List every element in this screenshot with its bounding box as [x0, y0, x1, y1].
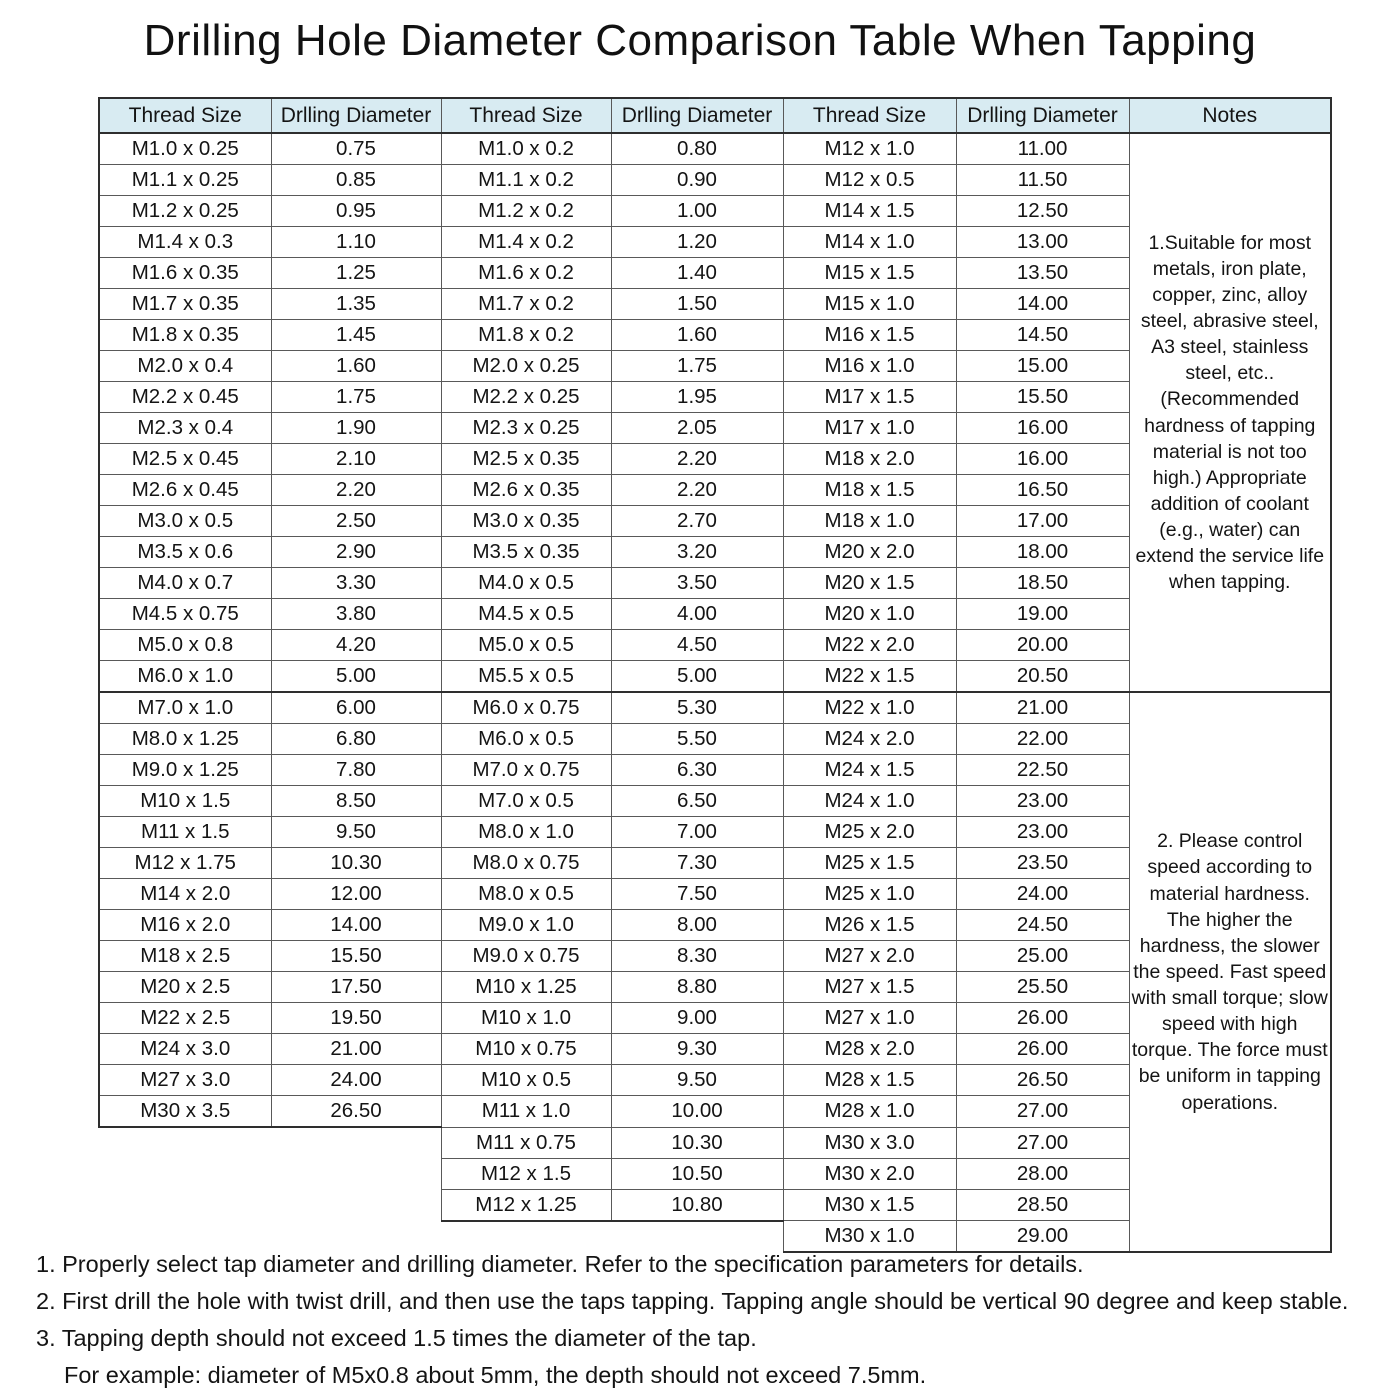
thread-size-cell: M1.4 x 0.3 [99, 227, 271, 258]
thread-size-cell: M2.6 x 0.35 [441, 475, 611, 506]
drilling-diameter-cell: 0.85 [271, 165, 441, 196]
drilling-diameter-cell: 10.80 [611, 1189, 783, 1221]
drilling-diameter-cell: 1.60 [611, 320, 783, 351]
footer-note-3-example: For example: diameter of M5x0.8 about 5mm, the depth should not exceed 7.5mm. [64, 1362, 927, 1388]
thread-size-cell: M30 x 3.0 [783, 1127, 956, 1158]
drilling-diameter-cell: 1.10 [271, 227, 441, 258]
drilling-diameter-cell: 19.00 [956, 599, 1129, 630]
drilling-diameter-cell: 16.00 [956, 444, 1129, 475]
empty-cell [271, 1221, 441, 1253]
drilling-diameter-cell: 29.00 [956, 1221, 1129, 1253]
drilling-diameter-cell: 7.30 [611, 848, 783, 879]
drilling-diameter-cell: 5.50 [611, 724, 783, 755]
drilling-diameter-cell: 4.20 [271, 630, 441, 661]
drilling-diameter-cell: 24.00 [956, 879, 1129, 910]
thread-size-cell: M25 x 1.0 [783, 879, 956, 910]
drilling-diameter-cell: 25.00 [956, 941, 1129, 972]
column-header-notes: Notes [1129, 98, 1331, 133]
drilling-diameter-cell: 14.00 [271, 910, 441, 941]
thread-size-cell: M15 x 1.0 [783, 289, 956, 320]
thread-size-cell: M30 x 3.5 [99, 1096, 271, 1128]
drilling-diameter-cell: 7.00 [611, 817, 783, 848]
drilling-diameter-cell: 26.50 [956, 1065, 1129, 1096]
thread-size-cell: M12 x 1.25 [441, 1189, 611, 1221]
thread-size-cell: M24 x 2.0 [783, 724, 956, 755]
thread-size-cell: M16 x 1.5 [783, 320, 956, 351]
thread-size-cell: M27 x 3.0 [99, 1065, 271, 1096]
drilling-diameter-cell: 23.50 [956, 848, 1129, 879]
thread-size-cell: M1.2 x 0.25 [99, 196, 271, 227]
drilling-diameter-cell: 21.00 [956, 692, 1129, 724]
thread-size-cell: M2.2 x 0.25 [441, 382, 611, 413]
thread-size-cell: M20 x 1.5 [783, 568, 956, 599]
thread-size-cell: M3.0 x 0.35 [441, 506, 611, 537]
drilling-diameter-cell: 28.00 [956, 1158, 1129, 1189]
drilling-diameter-cell: 9.30 [611, 1034, 783, 1065]
thread-size-cell: M28 x 1.5 [783, 1065, 956, 1096]
drilling-diameter-cell: 4.00 [611, 599, 783, 630]
thread-size-cell: M1.6 x 0.2 [441, 258, 611, 289]
thread-size-cell: M22 x 1.0 [783, 692, 956, 724]
drilling-diameter-cell: 11.50 [956, 165, 1129, 196]
thread-size-cell: M9.0 x 1.0 [441, 910, 611, 941]
table-header-row [99, 98, 1331, 133]
footer-note-3: 3. Tapping depth should not exceed 1.5 times the diameter of the tap. [36, 1325, 757, 1351]
drilling-diameter-cell: 0.80 [611, 133, 783, 165]
empty-cell [99, 1189, 271, 1221]
thread-size-cell: M2.5 x 0.35 [441, 444, 611, 475]
thread-size-cell: M10 x 0.5 [441, 1065, 611, 1096]
thread-size-cell: M30 x 1.5 [783, 1189, 956, 1221]
thread-size-cell: M1.2 x 0.2 [441, 196, 611, 227]
drilling-diameter-cell: 13.50 [956, 258, 1129, 289]
page-title: Drilling Hole Diameter Comparison Table When Tapping [143, 16, 1257, 65]
drilling-diameter-cell: 5.00 [271, 661, 441, 693]
drilling-diameter-cell: 2.50 [271, 506, 441, 537]
drilling-diameter-cell: 1.95 [611, 382, 783, 413]
drilling-diameter-cell: 27.00 [956, 1096, 1129, 1128]
thread-size-cell: M28 x 1.0 [783, 1096, 956, 1128]
drilling-diameter-cell: 10.00 [611, 1096, 783, 1128]
thread-size-cell: M4.0 x 0.5 [441, 568, 611, 599]
comparison-table [98, 97, 1332, 1253]
drilling-diameter-cell: 19.50 [271, 1003, 441, 1034]
drilling-diameter-cell: 20.50 [956, 661, 1129, 693]
thread-size-cell: M6.0 x 0.5 [441, 724, 611, 755]
drilling-diameter-cell: 26.50 [271, 1096, 441, 1128]
thread-size-cell: M1.6 x 0.35 [99, 258, 271, 289]
drilling-diameter-cell: 25.50 [956, 972, 1129, 1003]
drilling-diameter-cell: 8.00 [611, 910, 783, 941]
column-header-drilling-diameter-2: Drlling Diameter [611, 98, 783, 133]
drilling-diameter-cell: 2.20 [611, 475, 783, 506]
footer-note-1: 1. Properly select tap diameter and drilling diameter. Refer to the specification parameters for details. [36, 1251, 1084, 1277]
drilling-diameter-cell: 1.75 [271, 382, 441, 413]
drilling-diameter-cell: 23.00 [956, 817, 1129, 848]
drilling-diameter-cell: 1.90 [271, 413, 441, 444]
thread-size-cell: M12 x 1.75 [99, 848, 271, 879]
thread-size-cell: M5.0 x 0.5 [441, 630, 611, 661]
notes-cell-1: 1.Suitable for most metals, iron plate, copper, zinc, alloy steel, abrasive steel, A3 steel, stainless steel, etc..(Recommended hardness of tapping material is not too high.) Appropriate addition of coolant (e.g., water) can extend the service life when tapping. [1129, 133, 1331, 692]
notes-cell-2: 2. Please control speed according to material hardness. The higher the hardness, the slower the speed. Fast speed with small torque; slow speed with high torque. The force must be uniform in tapping operations. [1129, 692, 1331, 1252]
thread-size-cell: M28 x 2.0 [783, 1034, 956, 1065]
drilling-diameter-cell: 15.50 [956, 382, 1129, 413]
thread-size-cell: M8.0 x 0.5 [441, 879, 611, 910]
thread-size-cell: M9.0 x 1.25 [99, 755, 271, 786]
thread-size-cell: M11 x 0.75 [441, 1127, 611, 1158]
drilling-diameter-cell: 2.20 [271, 475, 441, 506]
thread-size-cell: M22 x 2.5 [99, 1003, 271, 1034]
drilling-diameter-cell: 13.00 [956, 227, 1129, 258]
thread-size-cell: M20 x 2.5 [99, 972, 271, 1003]
drilling-diameter-cell: 2.05 [611, 413, 783, 444]
footer-notes [36, 1250, 1381, 1398]
thread-size-cell: M10 x 0.75 [441, 1034, 611, 1065]
thread-size-cell: M2.0 x 0.4 [99, 351, 271, 382]
empty-cell [271, 1189, 441, 1221]
column-header-thread-size-3: Thread Size [783, 98, 956, 133]
empty-cell [99, 1127, 271, 1158]
drilling-diameter-cell: 3.50 [611, 568, 783, 599]
drilling-diameter-cell: 27.00 [956, 1127, 1129, 1158]
thread-size-cell: M2.2 x 0.45 [99, 382, 271, 413]
drilling-diameter-cell: 2.10 [271, 444, 441, 475]
drilling-diameter-cell: 24.00 [271, 1065, 441, 1096]
drilling-diameter-cell: 20.00 [956, 630, 1129, 661]
thread-size-cell: M18 x 1.5 [783, 475, 956, 506]
drilling-diameter-cell: 11.00 [956, 133, 1129, 165]
drilling-diameter-cell: 1.45 [271, 320, 441, 351]
drilling-diameter-cell: 0.95 [271, 196, 441, 227]
drilling-diameter-cell: 3.80 [271, 599, 441, 630]
thread-size-cell: M2.6 x 0.45 [99, 475, 271, 506]
drilling-diameter-cell: 7.50 [611, 879, 783, 910]
column-header-thread-size-2: Thread Size [441, 98, 611, 133]
empty-cell [271, 1127, 441, 1158]
footer-note-2: 2. First drill the hole with twist drill, and then use the taps tapping. Tapping angle should be vertical 90 degree and keep stable. [36, 1288, 1349, 1314]
drilling-diameter-cell: 4.50 [611, 630, 783, 661]
empty-cell [99, 1221, 271, 1253]
drilling-diameter-cell: 6.50 [611, 786, 783, 817]
thread-size-cell: M11 x 1.5 [99, 817, 271, 848]
drilling-diameter-cell: 1.60 [271, 351, 441, 382]
thread-size-cell: M3.5 x 0.6 [99, 537, 271, 568]
thread-size-cell: M6.0 x 0.75 [441, 692, 611, 724]
drilling-diameter-cell: 6.00 [271, 692, 441, 724]
drilling-diameter-cell: 28.50 [956, 1189, 1129, 1221]
empty-cell [99, 1158, 271, 1189]
thread-size-cell: M12 x 0.5 [783, 165, 956, 196]
drilling-diameter-cell: 0.75 [271, 133, 441, 165]
thread-size-cell: M9.0 x 0.75 [441, 941, 611, 972]
drilling-diameter-cell: 2.90 [271, 537, 441, 568]
empty-cell [271, 1158, 441, 1189]
table-row [99, 133, 1331, 165]
thread-size-cell: M30 x 1.0 [783, 1221, 956, 1253]
drilling-diameter-cell: 1.25 [271, 258, 441, 289]
thread-size-cell: M14 x 1.0 [783, 227, 956, 258]
thread-size-cell: M3.0 x 0.5 [99, 506, 271, 537]
empty-cell [611, 1221, 783, 1253]
thread-size-cell: M3.5 x 0.35 [441, 537, 611, 568]
thread-size-cell: M14 x 1.5 [783, 196, 956, 227]
thread-size-cell: M27 x 1.0 [783, 1003, 956, 1034]
drilling-diameter-cell: 22.50 [956, 755, 1129, 786]
thread-size-cell: M6.0 x 1.0 [99, 661, 271, 693]
thread-size-cell: M17 x 1.0 [783, 413, 956, 444]
thread-size-cell: M2.0 x 0.25 [441, 351, 611, 382]
thread-size-cell: M20 x 1.0 [783, 599, 956, 630]
drilling-diameter-cell: 9.00 [611, 1003, 783, 1034]
drilling-diameter-cell: 2.70 [611, 506, 783, 537]
thread-size-cell: M2.3 x 0.25 [441, 413, 611, 444]
drilling-diameter-cell: 26.00 [956, 1003, 1129, 1034]
thread-size-cell: M1.1 x 0.25 [99, 165, 271, 196]
thread-size-cell: M7.0 x 0.75 [441, 755, 611, 786]
thread-size-cell: M2.5 x 0.45 [99, 444, 271, 475]
drilling-diameter-cell: 3.30 [271, 568, 441, 599]
drilling-diameter-cell: 0.90 [611, 165, 783, 196]
drilling-diameter-cell: 15.50 [271, 941, 441, 972]
drilling-diameter-cell: 8.80 [611, 972, 783, 1003]
thread-size-cell: M7.0 x 1.0 [99, 692, 271, 724]
thread-size-cell: M10 x 1.5 [99, 786, 271, 817]
drilling-diameter-cell: 10.30 [271, 848, 441, 879]
thread-size-cell: M1.0 x 0.25 [99, 133, 271, 165]
thread-size-cell: M7.0 x 0.5 [441, 786, 611, 817]
drilling-diameter-cell: 18.00 [956, 537, 1129, 568]
drilling-diameter-cell: 9.50 [271, 817, 441, 848]
drilling-diameter-cell: 1.00 [611, 196, 783, 227]
thread-size-cell: M17 x 1.5 [783, 382, 956, 413]
thread-size-cell: M14 x 2.0 [99, 879, 271, 910]
thread-size-cell: M15 x 1.5 [783, 258, 956, 289]
thread-size-cell: M10 x 1.25 [441, 972, 611, 1003]
thread-size-cell: M16 x 2.0 [99, 910, 271, 941]
thread-size-cell: M27 x 2.0 [783, 941, 956, 972]
thread-size-cell: M1.7 x 0.35 [99, 289, 271, 320]
table-row [99, 692, 1331, 724]
drilling-diameter-cell: 24.50 [956, 910, 1129, 941]
drilling-diameter-cell: 26.00 [956, 1034, 1129, 1065]
drilling-diameter-cell: 10.30 [611, 1127, 783, 1158]
thread-size-cell: M30 x 2.0 [783, 1158, 956, 1189]
thread-size-cell: M18 x 2.5 [99, 941, 271, 972]
thread-size-cell: M1.1 x 0.2 [441, 165, 611, 196]
drilling-diameter-cell: 16.00 [956, 413, 1129, 444]
drilling-diameter-cell: 12.50 [956, 196, 1129, 227]
thread-size-cell: M12 x 1.0 [783, 133, 956, 165]
thread-size-cell: M24 x 1.5 [783, 755, 956, 786]
drilling-diameter-cell: 2.20 [611, 444, 783, 475]
column-header-drilling-diameter-1: Drlling Diameter [271, 98, 441, 133]
drilling-diameter-cell: 1.40 [611, 258, 783, 289]
drilling-diameter-cell: 1.50 [611, 289, 783, 320]
drilling-diameter-cell: 18.50 [956, 568, 1129, 599]
thread-size-cell: M8.0 x 0.75 [441, 848, 611, 879]
drilling-diameter-cell: 10.50 [611, 1158, 783, 1189]
drilling-diameter-cell: 21.00 [271, 1034, 441, 1065]
thread-size-cell: M27 x 1.5 [783, 972, 956, 1003]
thread-size-cell: M8.0 x 1.0 [441, 817, 611, 848]
thread-size-cell: M16 x 1.0 [783, 351, 956, 382]
drilling-diameter-cell: 6.30 [611, 755, 783, 786]
drilling-diameter-cell: 1.20 [611, 227, 783, 258]
drilling-diameter-cell: 1.75 [611, 351, 783, 382]
drilling-diameter-cell: 12.00 [271, 879, 441, 910]
thread-size-cell: M1.4 x 0.2 [441, 227, 611, 258]
column-header-thread-size-1: Thread Size [99, 98, 271, 133]
thread-size-cell: M24 x 1.0 [783, 786, 956, 817]
drilling-diameter-cell: 14.00 [956, 289, 1129, 320]
thread-size-cell: M10 x 1.0 [441, 1003, 611, 1034]
thread-size-cell: M18 x 2.0 [783, 444, 956, 475]
drilling-diameter-cell: 22.00 [956, 724, 1129, 755]
thread-size-cell: M11 x 1.0 [441, 1096, 611, 1128]
drilling-diameter-cell: 17.00 [956, 506, 1129, 537]
thread-size-cell: M22 x 1.5 [783, 661, 956, 693]
thread-size-cell: M18 x 1.0 [783, 506, 956, 537]
thread-size-cell: M4.0 x 0.7 [99, 568, 271, 599]
drilling-diameter-cell: 7.80 [271, 755, 441, 786]
drilling-diameter-cell: 9.50 [611, 1065, 783, 1096]
thread-size-cell: M4.5 x 0.5 [441, 599, 611, 630]
drilling-diameter-cell: 15.00 [956, 351, 1129, 382]
thread-size-cell: M1.7 x 0.2 [441, 289, 611, 320]
drilling-diameter-cell: 8.50 [271, 786, 441, 817]
table-body [99, 133, 1331, 1252]
drilling-diameter-cell: 23.00 [956, 786, 1129, 817]
drilling-diameter-cell: 16.50 [956, 475, 1129, 506]
drilling-diameter-cell: 1.35 [271, 289, 441, 320]
drilling-diameter-cell: 14.50 [956, 320, 1129, 351]
drilling-diameter-cell: 3.20 [611, 537, 783, 568]
column-header-drilling-diameter-3: Drlling Diameter [956, 98, 1129, 133]
empty-cell [441, 1221, 611, 1253]
drilling-diameter-cell: 17.50 [271, 972, 441, 1003]
drilling-diameter-cell: 8.30 [611, 941, 783, 972]
thread-size-cell: M25 x 1.5 [783, 848, 956, 879]
thread-size-cell: M2.3 x 0.4 [99, 413, 271, 444]
thread-size-cell: M5.0 x 0.8 [99, 630, 271, 661]
drilling-diameter-cell: 5.30 [611, 692, 783, 724]
thread-size-cell: M1.0 x 0.2 [441, 133, 611, 165]
thread-size-cell: M26 x 1.5 [783, 910, 956, 941]
thread-size-cell: M8.0 x 1.25 [99, 724, 271, 755]
thread-size-cell: M24 x 3.0 [99, 1034, 271, 1065]
thread-size-cell: M4.5 x 0.75 [99, 599, 271, 630]
drilling-diameter-cell: 5.00 [611, 661, 783, 693]
thread-size-cell: M22 x 2.0 [783, 630, 956, 661]
thread-size-cell: M25 x 2.0 [783, 817, 956, 848]
thread-size-cell: M1.8 x 0.2 [441, 320, 611, 351]
thread-size-cell: M20 x 2.0 [783, 537, 956, 568]
thread-size-cell: M12 x 1.5 [441, 1158, 611, 1189]
drilling-diameter-cell: 6.80 [271, 724, 441, 755]
thread-size-cell: M5.5 x 0.5 [441, 661, 611, 693]
thread-size-cell: M1.8 x 0.35 [99, 320, 271, 351]
